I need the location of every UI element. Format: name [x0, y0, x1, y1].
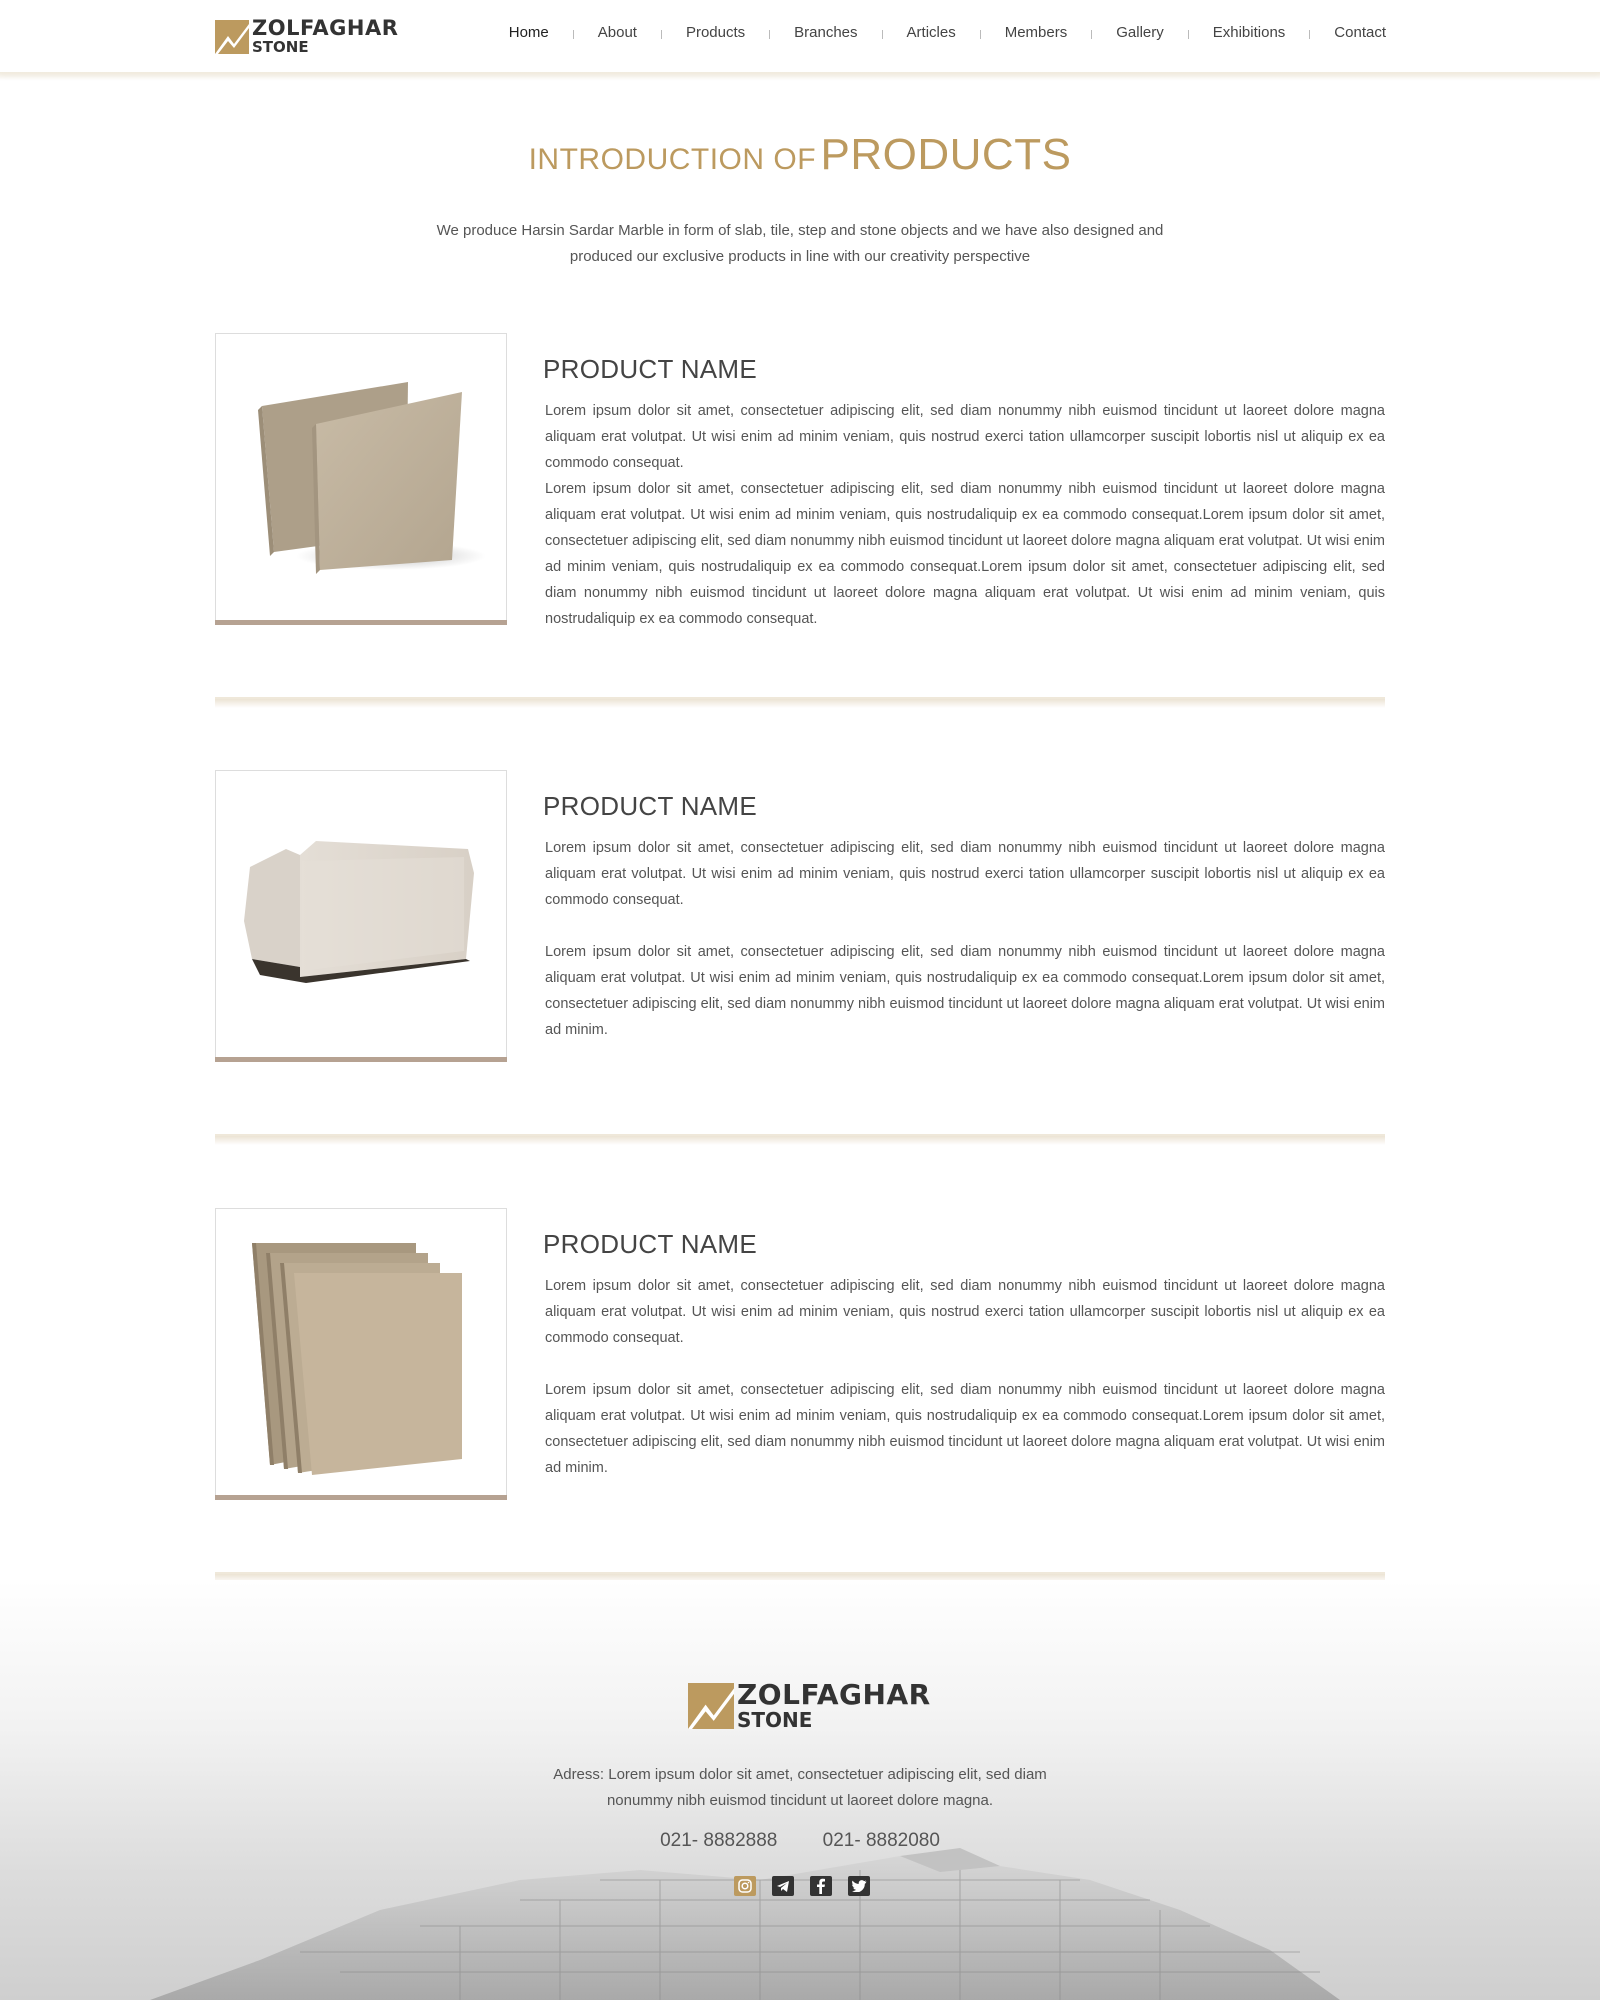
nav-home[interactable]: Home	[508, 24, 549, 41]
section-divider	[215, 1134, 1385, 1145]
product-card	[215, 333, 1385, 629]
product-card	[215, 1208, 1385, 1504]
nav-separator	[661, 30, 662, 39]
footer-logo[interactable]	[688, 1678, 931, 1732]
stone-slab-icon	[216, 334, 506, 620]
product-image-underline	[215, 1495, 507, 1500]
nav-branches[interactable]: Branches	[794, 24, 858, 41]
social-links	[734, 1876, 870, 1896]
title-main: PRODUCTS	[820, 130, 1072, 179]
product-paragraph: Lorem ipsum dolor sit amet, consectetuer adipiscing elit, sed diam nonummy nibh euismod tincidunt ut laoreet dolore magna aliquam erat volutpat. Ut wisi enim ad minim veniam, quis nostrud exerci tation ullamcorper suscipit lobortis nisl ut aliquip ex ea commodo consequat.	[545, 1278, 1385, 1346]
twitter-icon[interactable]	[848, 1876, 870, 1896]
product-name: PRODUCT NAME	[543, 1229, 758, 1259]
page-title	[0, 130, 1600, 180]
phone-number[interactable]: 021- 8882888	[660, 1830, 778, 1851]
nav-products[interactable]: Products	[685, 24, 746, 41]
product-description	[545, 1273, 1385, 1481]
logo-mark-icon	[215, 20, 249, 54]
stone-tiles-icon	[216, 1209, 506, 1495]
nav-members[interactable]: Members	[1004, 24, 1068, 41]
product-paragraph: Lorem ipsum dolor sit amet, consectetuer adipiscing elit, sed diam nonummy nibh euismod tincidunt ut laoreet dolore magna aliquam erat volutpat. Ut wisi enim ad minim veniam, quis nostrudaliquip ex ea commodo consequat.Lorem ipsum dolor sit amet, consectetuer adipiscing elit, sed diam nonummy nibh euismod tincidunt ut laoreet dolore magna aliquam erat volutpat. Ut wisi enim ad minim.	[545, 944, 1385, 1038]
footer-phones	[0, 1830, 1600, 1852]
product-description	[545, 398, 1385, 632]
product-card	[215, 770, 1385, 1066]
telegram-icon[interactable]	[772, 1876, 794, 1896]
facebook-icon[interactable]	[810, 1876, 832, 1896]
product-paragraph: Lorem ipsum dolor sit amet, consectetuer adipiscing elit, sed diam nonummy nibh euismod tincidunt ut laoreet dolore magna aliquam erat volutpat. Ut wisi enim ad minim veniam, quis nostrudaliquip ex ea commodo consequat.Lorem ipsum dolor sit amet, consectetuer adipiscing elit, sed diam nonummy nibh euismod tincidunt ut laoreet dolore magna aliquam erat volutpat. Ut wisi enim ad minim veniam, quis nostrudaliquip ex ea commodo consequat.Lorem ipsum dolor sit amet, consectetuer adipiscing elit, sed diam nonummy nibh euismod tincidunt ut laoreet dolore magna aliquam erat volutpat. Ut wisi enim ad minim veniam, quis nostrudaliquip ex ea commodo consequat.	[545, 481, 1385, 627]
nav-gallery[interactable]: Gallery	[1116, 24, 1164, 41]
nav-separator	[882, 30, 883, 39]
product-image-underline	[215, 1057, 507, 1062]
phone-number[interactable]: 021- 8882080	[822, 1830, 940, 1851]
nav-separator	[769, 30, 770, 39]
instagram-icon[interactable]	[734, 1876, 756, 1896]
nav-contact[interactable]: Contact	[1334, 24, 1386, 41]
intro-description: We produce Harsin Sardar Marble in form of slab, tile, step and stone objects and we have also designed and produced our exclusive products in line with our creativity perspective	[436, 222, 1164, 265]
site-header	[0, 0, 1600, 72]
logo-line1: ZOLFAGHAR	[737, 1678, 931, 1711]
logo-line2: STONE	[737, 1708, 813, 1732]
product-image[interactable]	[215, 1208, 507, 1495]
nav-separator	[1188, 30, 1189, 39]
header-logo[interactable]	[215, 18, 398, 55]
product-paragraph: Lorem ipsum dolor sit amet, consectetuer adipiscing elit, sed diam nonummy nibh euismod tincidunt ut laoreet dolore magna aliquam erat volutpat. Ut wisi enim ad minim veniam, quis nostrud exerci tation ullamcorper suscipit lobortis nisl ut aliquip ex ea commodo consequat.	[545, 840, 1385, 908]
nav-separator	[573, 30, 574, 39]
stone-block-icon	[216, 771, 506, 1057]
nav-articles[interactable]: Articles	[906, 24, 956, 41]
logo-mark-icon	[688, 1683, 734, 1729]
product-image-underline	[215, 620, 507, 625]
logo-line1: ZOLFAGHAR	[252, 16, 399, 40]
nav-separator	[1091, 30, 1092, 39]
section-divider	[215, 697, 1385, 708]
product-paragraph: Lorem ipsum dolor sit amet, consectetuer adipiscing elit, sed diam nonummy nibh euismod tincidunt ut laoreet dolore magna aliquam erat volutpat. Ut wisi enim ad minim veniam, quis nostrud exerci tation ullamcorper suscipit lobortis nisl ut aliquip ex ea commodo consequat.	[545, 403, 1385, 471]
product-name: PRODUCT NAME	[543, 354, 758, 384]
nav-exhibitions[interactable]: Exhibitions	[1212, 24, 1286, 41]
product-image[interactable]	[215, 770, 507, 1057]
nav-about[interactable]: About	[597, 24, 637, 41]
footer-address: Adress: Lorem ipsum dolor sit amet, consectetuer adipiscing elit, sed diam nonummy nibh euismod tincidunt ut laoreet dolore magna.	[553, 1766, 1047, 1809]
logo-line2: STONE	[252, 38, 309, 56]
title-prefix: INTRODUCTION OF	[528, 143, 817, 176]
product-image[interactable]	[215, 333, 507, 620]
nav-separator	[1309, 30, 1310, 39]
product-description	[545, 835, 1385, 1043]
product-name: PRODUCT NAME	[543, 791, 758, 821]
product-paragraph: Lorem ipsum dolor sit amet, consectetuer adipiscing elit, sed diam nonummy nibh euismod tincidunt ut laoreet dolore magna aliquam erat volutpat. Ut wisi enim ad minim veniam, quis nostrudaliquip ex ea commodo consequat.Lorem ipsum dolor sit amet, consectetuer adipiscing elit, sed diam nonummy nibh euismod tincidunt ut laoreet dolore magna aliquam erat volutpat. Ut wisi enim ad minim.	[545, 1382, 1385, 1476]
nav-separator	[980, 30, 981, 39]
main-nav	[509, 24, 1386, 41]
